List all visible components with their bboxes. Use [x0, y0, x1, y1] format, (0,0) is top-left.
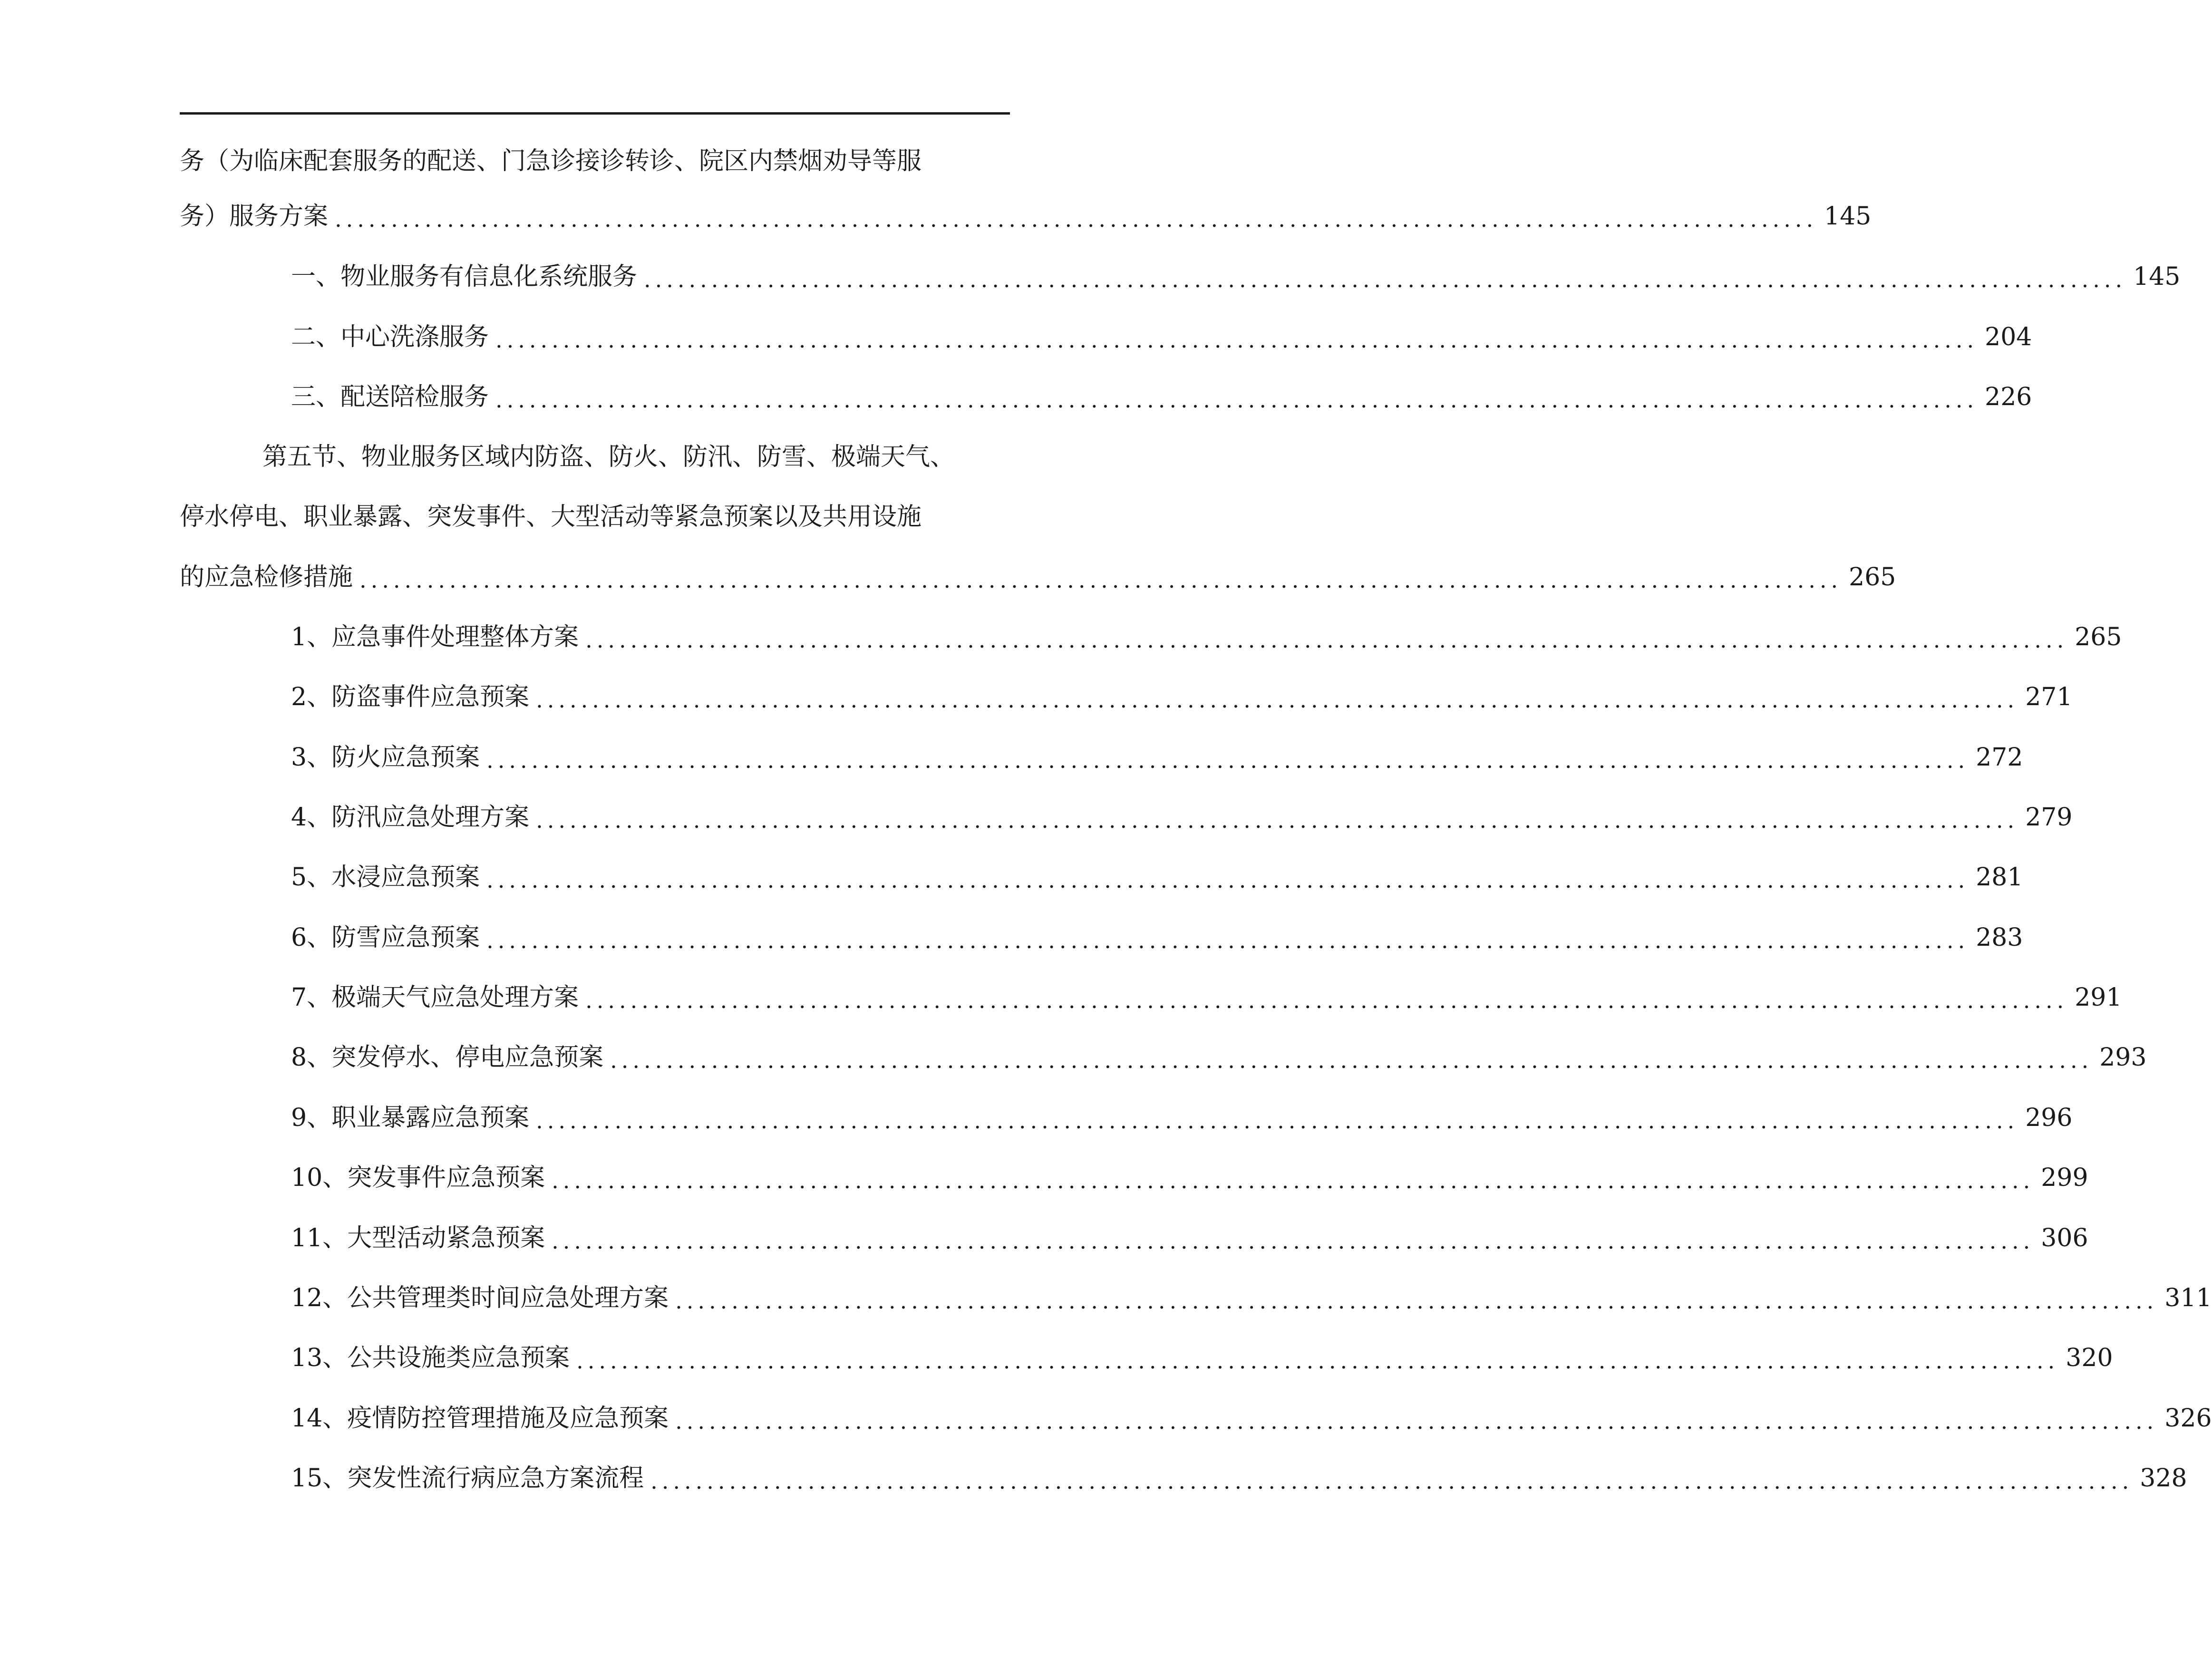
- dot-leader: ....................................................................................................................................: [536, 1108, 2019, 1134]
- dot-leader: ....................................................................................................................................: [486, 928, 1969, 953]
- toc-entry[interactable]: [291, 801, 2073, 834]
- toc-entry-title: 4、防汛应急处理方案: [291, 803, 530, 832]
- dot-leader: ....................................................................................................................................: [359, 567, 1843, 593]
- dot-leader: ....................................................................................................................................: [536, 687, 2019, 713]
- toc-entry-page: 204: [1985, 323, 2032, 351]
- toc-entry-page: 272: [1976, 743, 2023, 772]
- toc-entry-page: 281: [1976, 863, 2023, 892]
- dot-leader: ....................................................................................................................................: [552, 1228, 2035, 1254]
- toc-entry-title: 7、极端天气应急处理方案: [291, 983, 579, 1012]
- dot-leader: ....................................................................................................................................: [552, 1168, 2035, 1193]
- toc-entry-page: 145: [1824, 202, 1872, 231]
- toc-entry-page: 265: [2075, 623, 2122, 651]
- toc-entry[interactable]: [291, 320, 2032, 354]
- toc-entry[interactable]: [291, 1161, 2088, 1194]
- header-rule: [180, 112, 1010, 115]
- toc-entry-title: 3、防火应急预案: [291, 743, 480, 772]
- toc-entry-continued[interactable]: [180, 200, 1872, 233]
- toc-entry-title: 14、疫情防控管理措施及应急预案: [291, 1404, 669, 1433]
- toc-entry-page: 271: [2025, 683, 2073, 711]
- dot-leader: ....................................................................................................................................: [495, 327, 1979, 353]
- dot-leader: ....................................................................................................................................: [486, 867, 1969, 893]
- toc-entry[interactable]: [291, 1462, 2187, 1495]
- toc-entry-title: 13、公共设施类应急预案: [291, 1344, 570, 1372]
- dot-leader: ....................................................................................................................................: [335, 206, 1818, 232]
- toc-entry[interactable]: [291, 861, 2023, 894]
- toc-entry[interactable]: [291, 680, 2073, 714]
- toc-entry-title: 5、水浸应急预案: [291, 863, 480, 892]
- toc-entry-title: 二、中心洗涤服务: [291, 323, 489, 351]
- toc-entry-page: 283: [1976, 923, 2023, 952]
- toc-entry-title: 6、防雪应急预案: [291, 923, 480, 952]
- toc-entry-title: 12、公共管理类时间应急处理方案: [291, 1284, 669, 1312]
- dot-leader: ....................................................................................................................................: [585, 988, 2068, 1013]
- toc-entry[interactable]: [291, 981, 2122, 1014]
- toc-entry-page: 265: [1849, 563, 1896, 592]
- toc-section-five-line2: 停水停电、职业暴露、突发事件、大型活动等紧急预案以及共用设施: [180, 503, 922, 531]
- toc-section-five[interactable]: [180, 561, 1896, 594]
- toc-entry-title: 1、应急事件处理整体方案: [291, 623, 579, 651]
- dot-leader: ....................................................................................................................................: [585, 627, 2068, 653]
- toc-entry[interactable]: [291, 1402, 2212, 1435]
- toc-entry-title: 10、突发事件应急预案: [291, 1164, 545, 1192]
- toc-entry-page: 328: [2140, 1464, 2187, 1493]
- toc-entry[interactable]: [291, 1041, 2147, 1074]
- toc-entry-page: 320: [2066, 1344, 2113, 1372]
- toc-entry-page: 299: [2041, 1164, 2088, 1192]
- toc-entry[interactable]: [291, 1101, 2073, 1135]
- toc-entry[interactable]: [291, 741, 2023, 774]
- toc-entry[interactable]: [291, 1281, 2212, 1315]
- toc-entry-page: 306: [2041, 1224, 2088, 1252]
- toc-entry-page: 311: [2164, 1284, 2212, 1312]
- toc-entry[interactable]: [291, 621, 2122, 654]
- toc-entry-title: 8、突发停水、停电应急预案: [291, 1043, 604, 1072]
- toc-entry-title: 2、防盗事件应急预案: [291, 683, 530, 711]
- dot-leader: ....................................................................................................................................: [650, 1468, 2134, 1494]
- toc-section-five-line1: 第五节、物业服务区域内防盗、防火、防汛、防雪、极端天气、: [262, 443, 955, 471]
- toc-entry-page: 279: [2025, 803, 2073, 832]
- toc-entry-page: 226: [1985, 383, 2032, 411]
- toc-entry[interactable]: [291, 1341, 2113, 1375]
- dot-leader: ....................................................................................................................................: [536, 807, 2019, 833]
- toc-entry-title: 9、职业暴露应急预案: [291, 1104, 530, 1132]
- toc-entry[interactable]: [291, 1222, 2088, 1255]
- toc-entry[interactable]: [291, 380, 2032, 414]
- toc-entry-title: 的应急检修措施: [180, 563, 353, 592]
- toc-entry-page: 145: [2133, 262, 2181, 291]
- dot-leader: ....................................................................................................................................: [675, 1408, 2158, 1434]
- toc-entry-title: 三、配送陪检服务: [291, 383, 489, 411]
- toc-entry-continued-line1: 务（为临床配套服务的配送、门急诊接诊转诊、院区内禁烟劝导等服: [180, 147, 922, 175]
- toc-entry-title: 务）服务方案: [180, 202, 329, 231]
- toc-entry-title: 15、突发性流行病应急方案流程: [291, 1464, 644, 1493]
- dot-leader: ....................................................................................................................................: [675, 1288, 2158, 1314]
- dot-leader: ....................................................................................................................................: [610, 1047, 2093, 1073]
- toc-entry-page: 326: [2164, 1404, 2212, 1433]
- toc-entry-page: 293: [2099, 1043, 2147, 1072]
- dot-leader: ....................................................................................................................................: [486, 747, 1969, 773]
- toc-entry-page: 296: [2025, 1104, 2073, 1132]
- toc-entry-title: 一、物业服务有信息化系统服务: [291, 262, 638, 291]
- toc-entry[interactable]: [291, 921, 2023, 954]
- dot-leader: ....................................................................................................................................: [644, 267, 2127, 292]
- dot-leader: ....................................................................................................................................: [495, 387, 1979, 413]
- toc-entry-page: 291: [2075, 983, 2122, 1012]
- toc-entry[interactable]: [291, 260, 2181, 293]
- toc-entry-title: 11、大型活动紧急预案: [291, 1224, 545, 1252]
- dot-leader: ....................................................................................................................................: [576, 1348, 2059, 1374]
